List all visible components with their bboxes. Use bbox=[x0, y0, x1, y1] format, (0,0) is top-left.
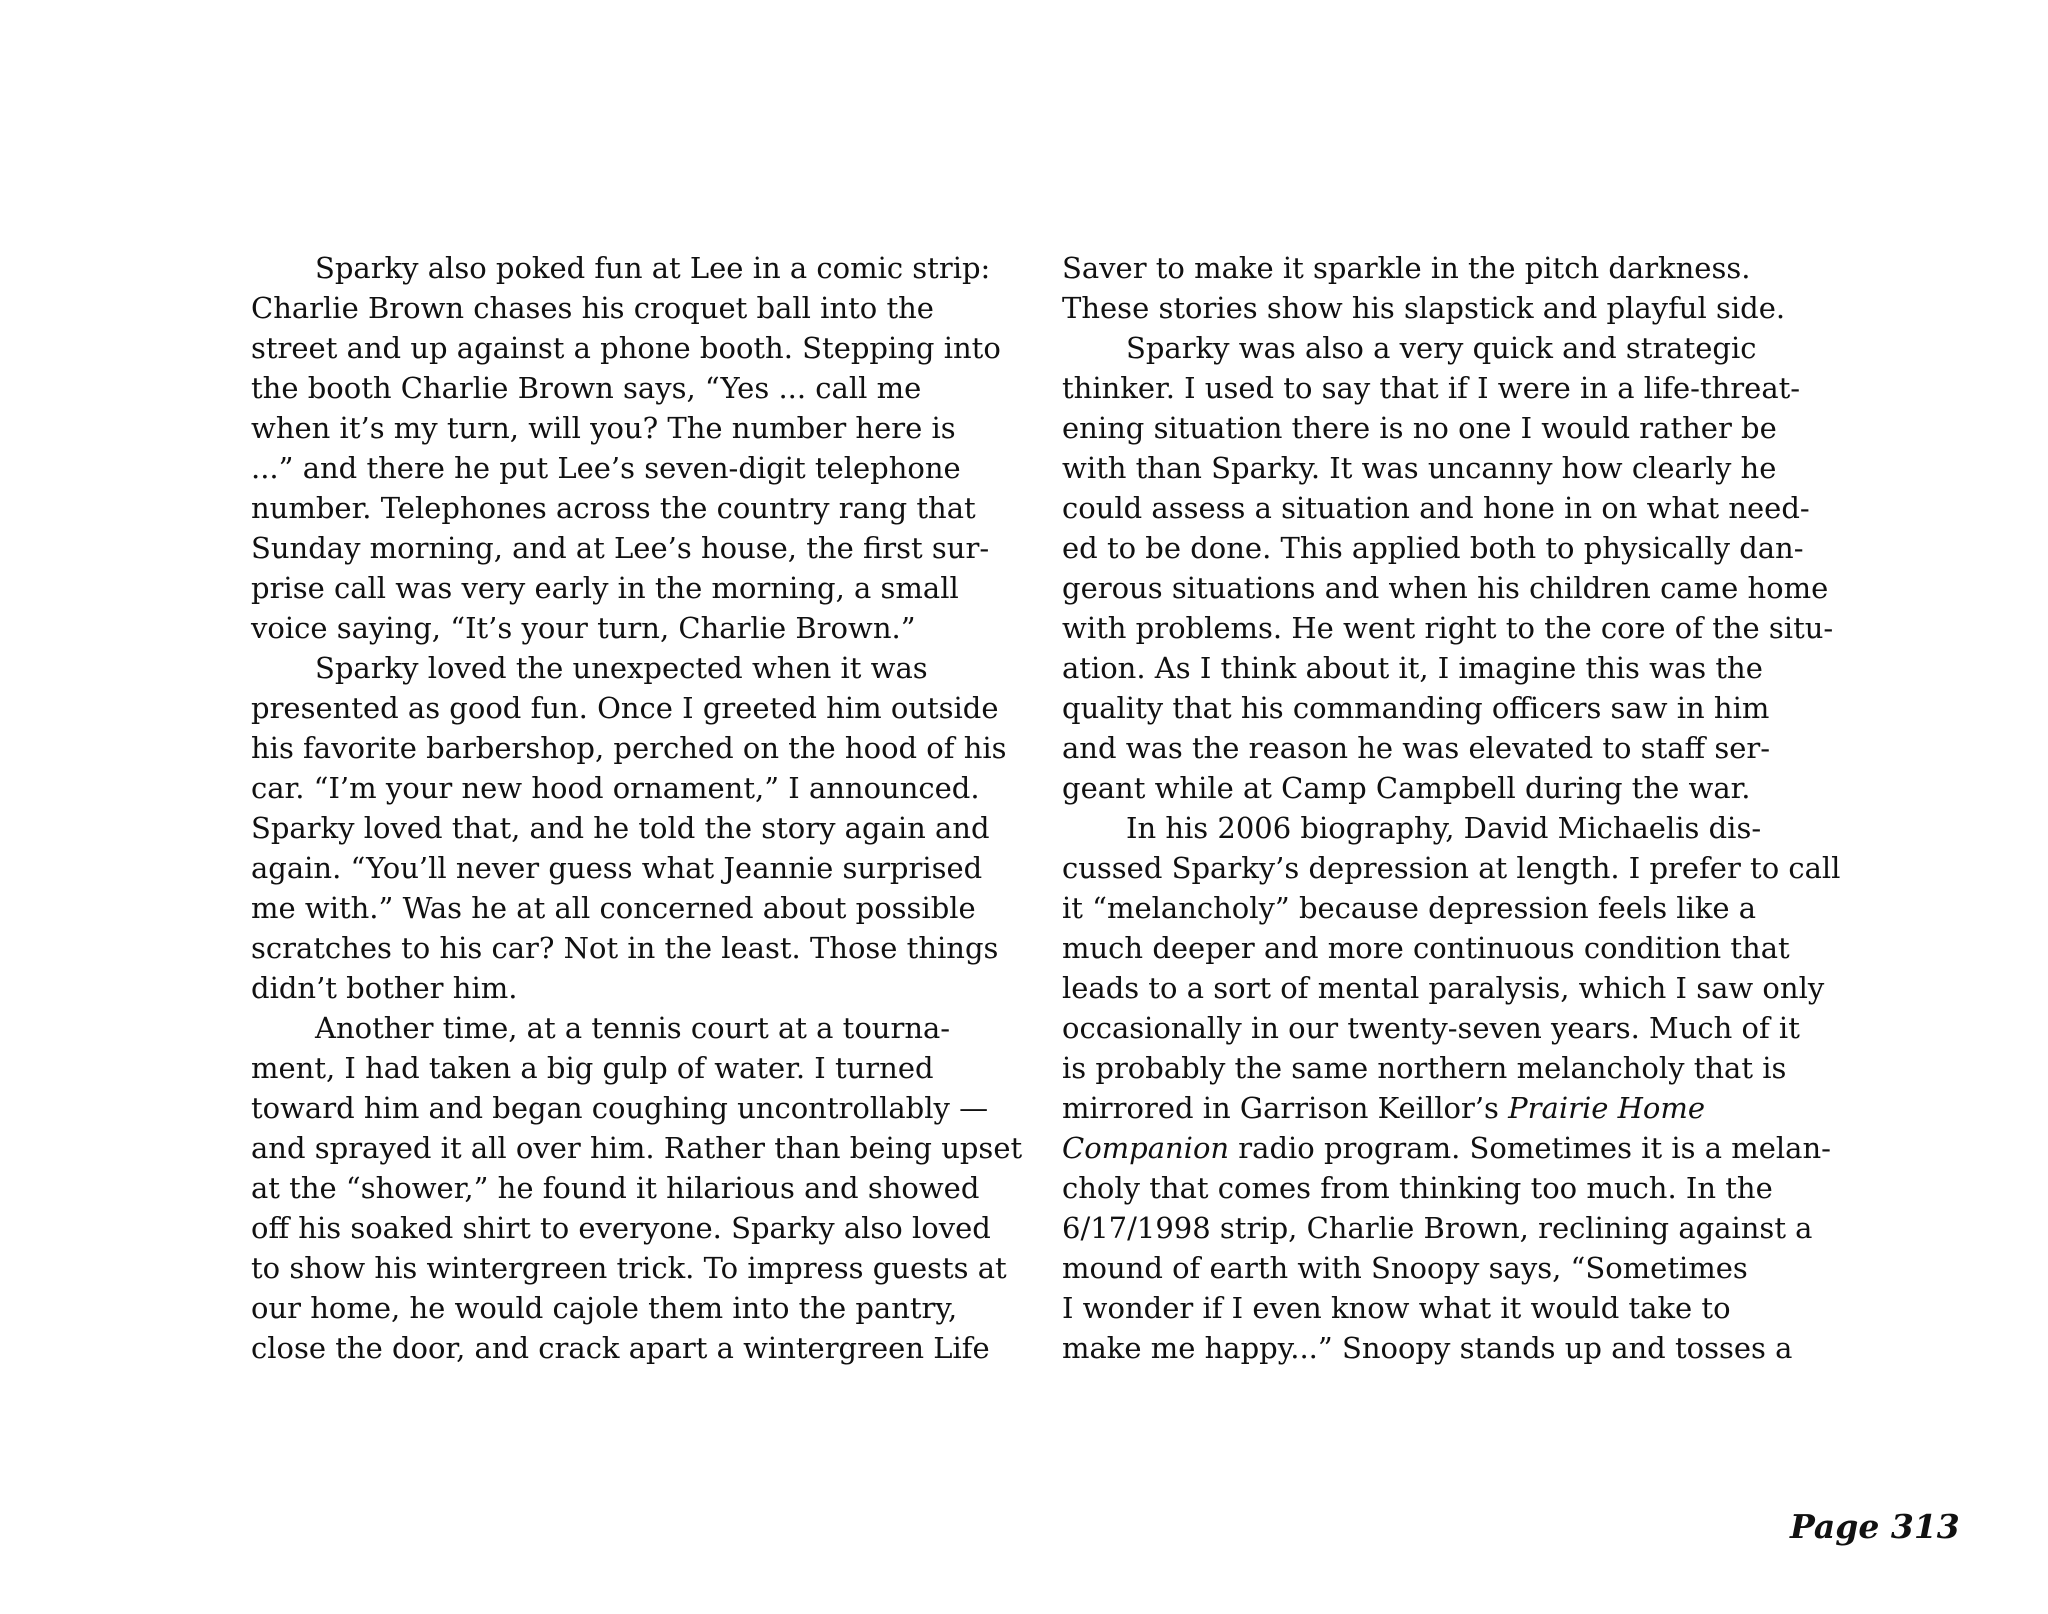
text-line: and sprayed it all over him. Rather than being upset bbox=[251, 1131, 1023, 1165]
text-line: and was the reason he was elevated to staff ser- bbox=[1062, 731, 1771, 765]
text-line: Sparky was also a very quick and strategic bbox=[1126, 331, 1757, 365]
text-line: scratches to his car? Not in the least. Those things bbox=[251, 931, 999, 965]
text-line: toward him and began coughing uncontrollably — bbox=[251, 1091, 989, 1125]
text-line: didn’t bother him. bbox=[251, 971, 518, 1005]
text-line: number. Telephones across the country rang that bbox=[251, 491, 976, 525]
book-title: Companion bbox=[1062, 1131, 1230, 1165]
text-line: Charlie Brown chases his croquet ball into the bbox=[251, 291, 934, 325]
text-line: me with.” Was he at all concerned about possible bbox=[251, 891, 976, 925]
page-number: Page 313 bbox=[1790, 1507, 1960, 1546]
text-line: it “melancholy” because depression feels like a bbox=[1062, 891, 1757, 925]
right-text-column bbox=[1062, 248, 1841, 1368]
text-line: with problems. He went right to the core of the situ- bbox=[1062, 611, 1834, 645]
text-line: Sparky also poked fun at Lee in a comic strip: bbox=[315, 251, 991, 285]
text-line: with than Sparky. It was uncanny how clearly he bbox=[1062, 451, 1777, 485]
text-line: again. “You’ll never guess what Jeannie surprised bbox=[251, 851, 983, 885]
text-line: is probably the same northern melancholy that is bbox=[1062, 1051, 1787, 1085]
text-line: at the “shower,” he found it hilarious and showed bbox=[251, 1171, 980, 1205]
text-line: ed to be done. This applied both to physically dan- bbox=[1062, 531, 1804, 565]
text-line: geant while at Camp Campbell during the war. bbox=[1062, 771, 1751, 805]
text-line: Sparky loved the unexpected when it was bbox=[315, 651, 928, 685]
text-line: occasionally in our twenty-seven years. Much of it bbox=[1062, 1011, 1800, 1045]
text-line: car. “I’m your new hood ornament,” I announced. bbox=[251, 771, 980, 805]
text-line: These stories show his slapstick and playful side. bbox=[1062, 291, 1786, 325]
text-line: leads to a sort of mental paralysis, which I saw only bbox=[1062, 971, 1825, 1005]
text-line bbox=[1062, 1088, 1802, 1128]
text-line: off his soaked shirt to everyone. Sparky also loved bbox=[251, 1211, 991, 1245]
text-line: ation. As I think about it, I imagine this was the bbox=[1062, 651, 1763, 685]
text-line: choly that comes from thinking too much. In the bbox=[1062, 1171, 1773, 1205]
text-line: to show his wintergreen trick. To impress guests at bbox=[251, 1251, 1007, 1285]
text-run: mirrored in Garrison Keillor’s bbox=[1062, 1091, 1509, 1125]
text-line: when it’s my turn, will you? The number here is bbox=[251, 411, 956, 445]
text-line: cussed Sparky’s depression at length. I prefer to call bbox=[1062, 851, 1841, 885]
text-line: Sparky loved that, and he told the story again and bbox=[251, 811, 990, 845]
text-line: gerous situations and when his children came home bbox=[1062, 571, 1829, 605]
text-run: radio program. Sometimes it is a melan- bbox=[1229, 1131, 1831, 1165]
text-line: prise call was very early in the morning, a small bbox=[251, 571, 959, 605]
text-line: 6/17/1998 strip, Charlie Brown, reclining against a bbox=[1062, 1211, 1813, 1245]
text-line: mound of earth with Snoopy says, “Sometimes bbox=[1062, 1251, 1748, 1285]
text-line: ening situation there is no one I would rather be bbox=[1062, 411, 1777, 445]
text-line: close the door, and crack apart a wintergreen Life bbox=[251, 1331, 990, 1365]
text-line: make me happy...” Snoopy stands up and tosses a bbox=[1062, 1331, 1793, 1365]
text-line: I wonder if I even know what it would take to bbox=[1062, 1291, 1731, 1325]
text-line: ...” and there he put Lee’s seven-digit telephone bbox=[251, 451, 961, 485]
text-line: the booth Charlie Brown says, “Yes ... call me bbox=[251, 371, 922, 405]
text-line: Another time, at a tennis court at a tourna- bbox=[315, 1011, 951, 1045]
text-line: thinker. I used to say that if I were in a life-threat- bbox=[1062, 371, 1801, 405]
text-line: street and up against a phone booth. Stepping into bbox=[251, 331, 1001, 365]
text-line: could assess a situation and hone in on what need- bbox=[1062, 491, 1810, 525]
text-line: presented as good fun. Once I greeted him outside bbox=[251, 691, 999, 725]
left-text-column bbox=[251, 248, 1023, 1368]
text-line: ment, I had taken a big gulp of water. I turned bbox=[251, 1051, 934, 1085]
book-title: Prairie Home bbox=[1508, 1091, 1706, 1125]
text-line: quality that his commanding officers saw in him bbox=[1062, 691, 1770, 725]
text-line: Sunday morning, and at Lee’s house, the first sur- bbox=[251, 531, 990, 565]
text-line: his favorite barbershop, perched on the hood of his bbox=[251, 731, 1007, 765]
text-line: much deeper and more continuous condition that bbox=[1062, 931, 1790, 965]
text-line bbox=[1062, 1128, 1831, 1168]
text-line: our home, he would cajole them into the pantry, bbox=[251, 1291, 958, 1325]
text-line: In his 2006 biography, David Michaelis dis- bbox=[1126, 811, 1762, 845]
text-line: voice saying, “It’s your turn, Charlie Brown.” bbox=[251, 611, 916, 645]
text-line: Saver to make it sparkle in the pitch darkness. bbox=[1062, 251, 1751, 285]
